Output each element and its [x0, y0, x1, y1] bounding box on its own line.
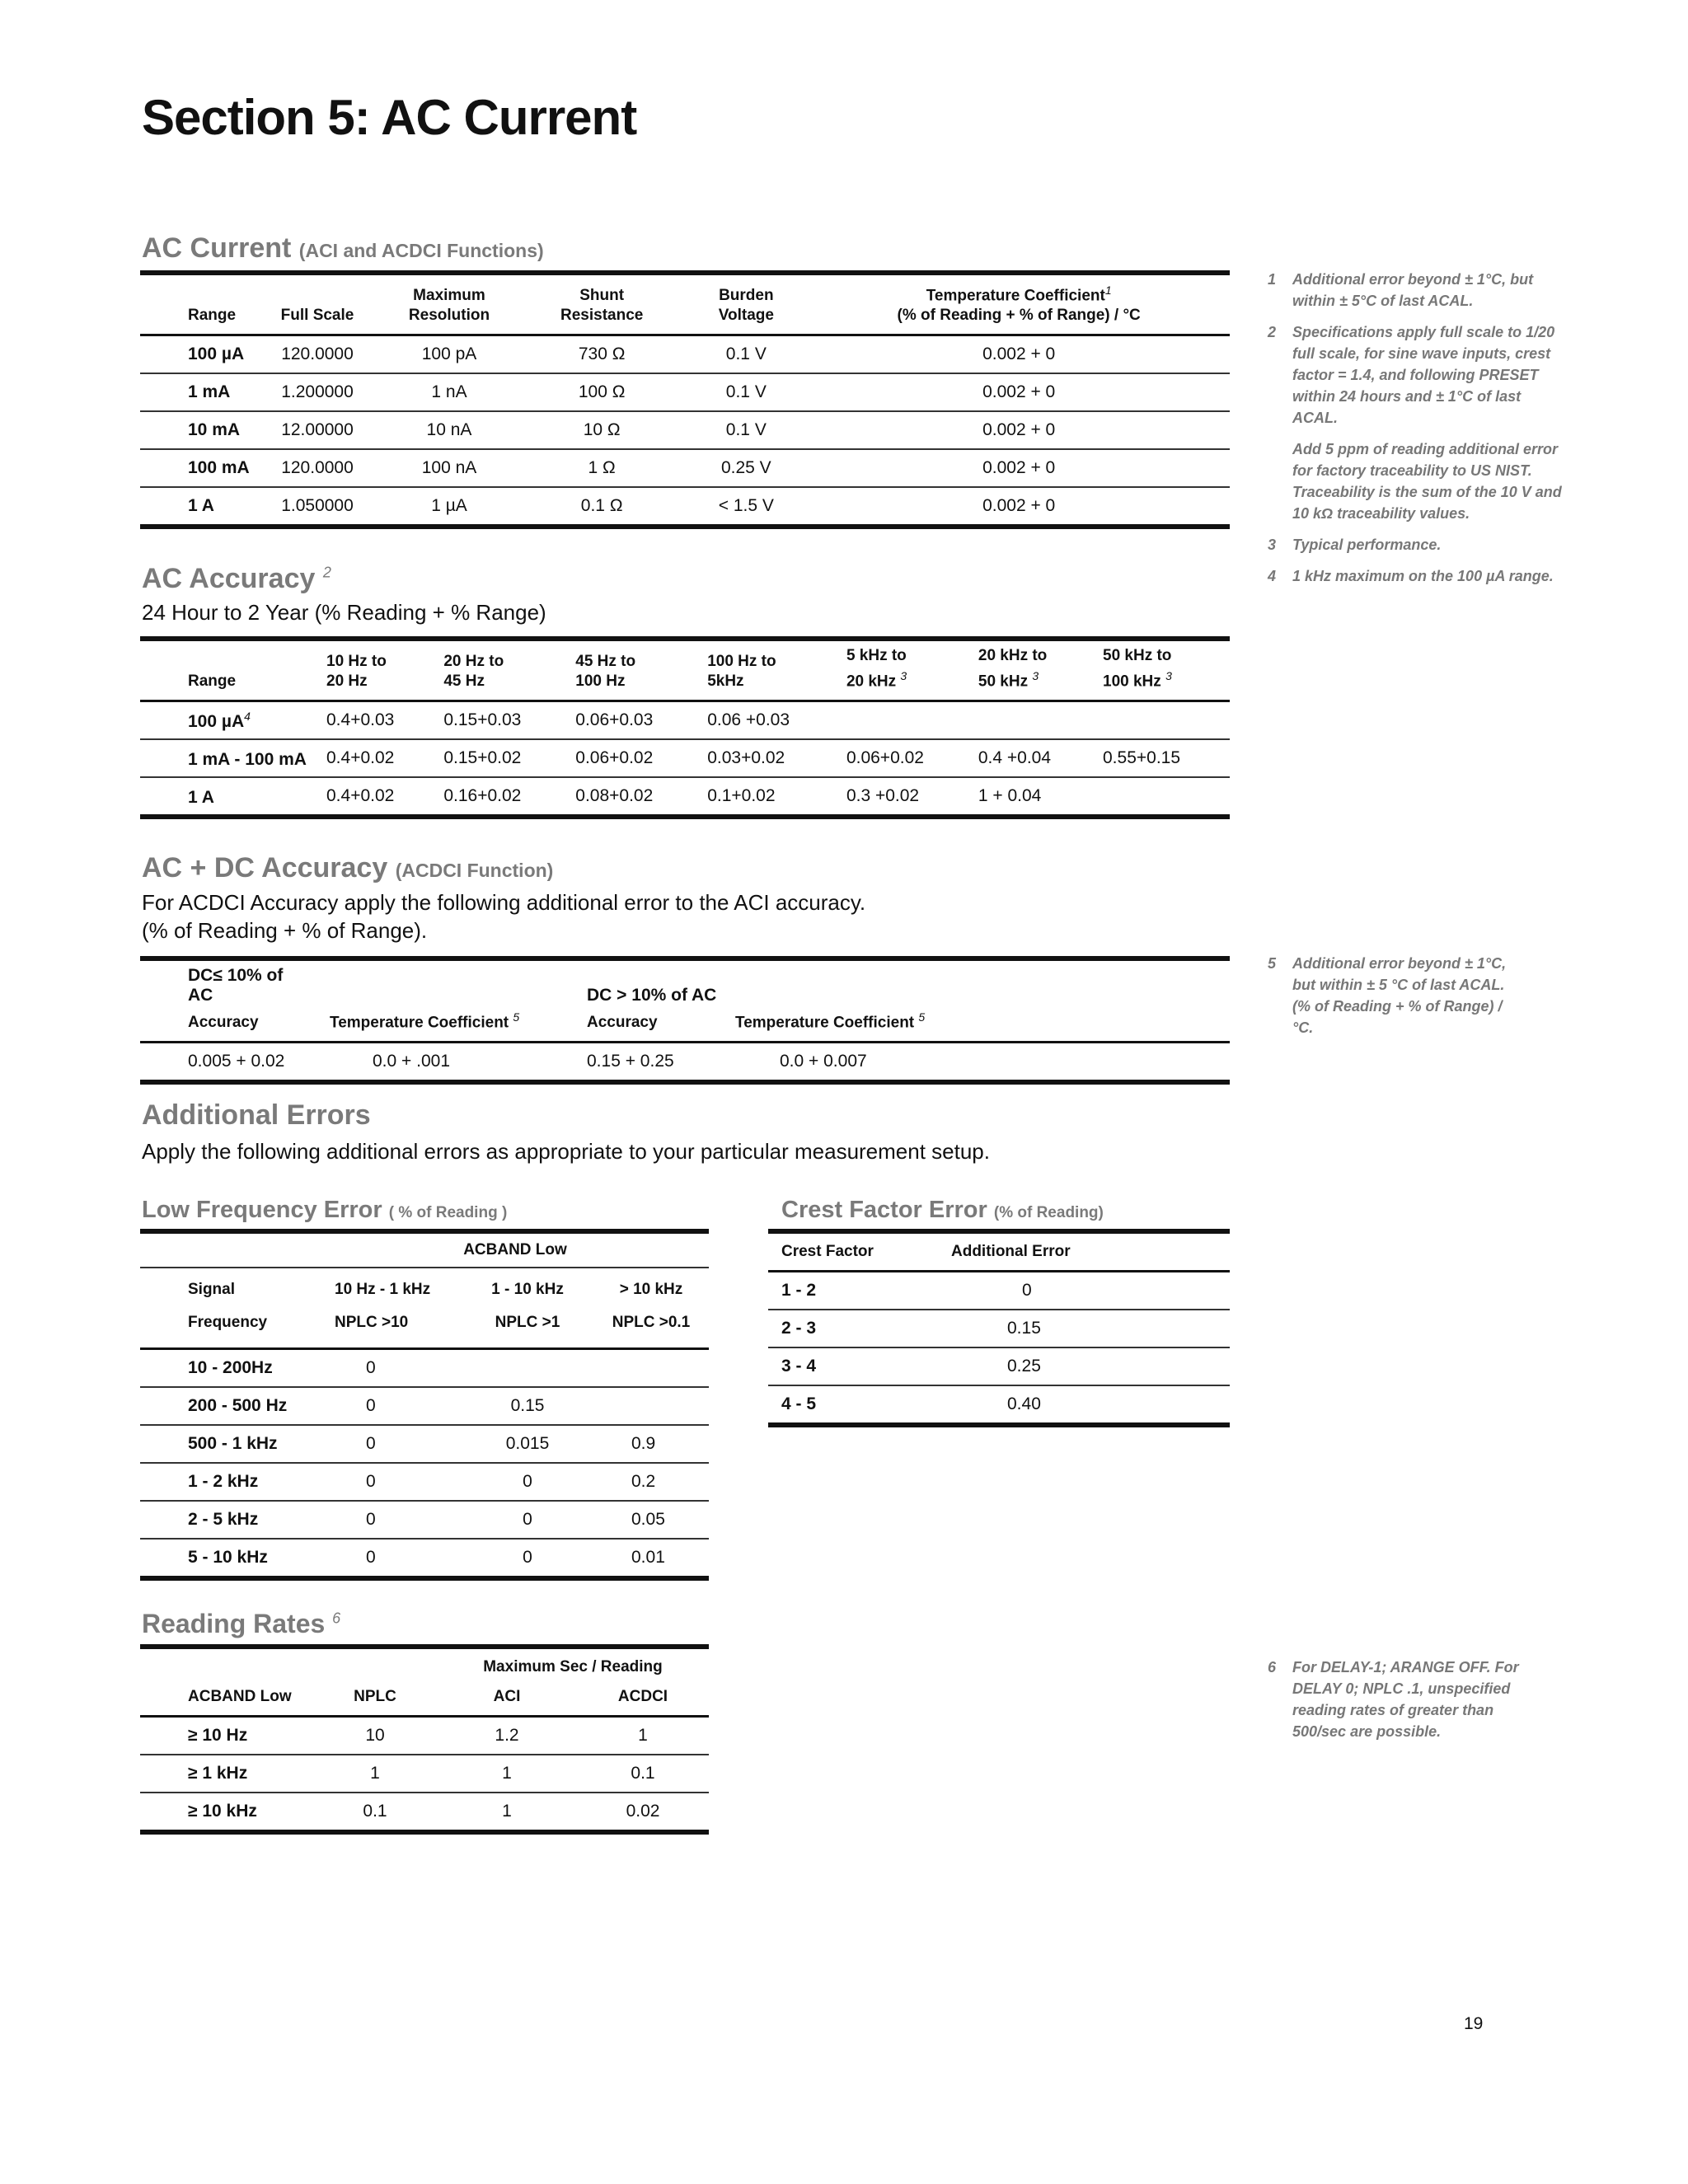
- table-row: [140, 335, 1230, 374]
- cell: 0.0 + .001: [373, 1052, 450, 1071]
- header-band-line1: 45 Hz to: [575, 653, 636, 671]
- table-row: [140, 411, 1230, 449]
- cell: 0.4+0.03: [321, 701, 438, 740]
- footnote: [1268, 438, 1564, 524]
- header-band-line2: 5kHz: [707, 673, 744, 691]
- cell: 0.4+0.02: [326, 786, 395, 806]
- cell: 10 nA: [379, 411, 519, 449]
- table-row: [140, 1539, 709, 1578]
- header-temp-text: Temperature Coefficient: [735, 1014, 915, 1032]
- footnote-marker: 5: [513, 1010, 520, 1024]
- cell: 1: [437, 1755, 577, 1793]
- cell: 10: [313, 1717, 437, 1755]
- cell-range: 100 µA: [140, 335, 256, 374]
- ac-accuracy-title: [142, 563, 331, 595]
- footnote-text: For DELAY-1; ARANGE OFF. For DELAY 0; NPLC .1, unspecified reading rates of greater than 500/sec are possible.: [1292, 1659, 1519, 1740]
- header-band: [321, 639, 438, 701]
- header-accuracy: Accuracy: [582, 1007, 730, 1043]
- header-temp-coefficient: [808, 273, 1230, 335]
- cell: 0.25 V: [684, 449, 808, 487]
- table-row: [768, 1385, 1230, 1425]
- cell: 0: [321, 1425, 462, 1463]
- header-crest-factor: Crest Factor: [768, 1231, 933, 1272]
- cell-frequency: 2 - 5 kHz: [140, 1501, 321, 1539]
- cell: 0: [462, 1501, 593, 1539]
- ac-accuracy-intro: 24 Hour to 2 Year (% Reading + % Range): [142, 600, 546, 625]
- cell-range: [140, 701, 321, 740]
- cell: 0.2: [593, 1463, 709, 1501]
- cell: 0: [321, 1387, 462, 1425]
- header-band-line1: 50 kHz to: [1103, 647, 1172, 664]
- header-acband-low: ACBAND Low: [140, 1677, 313, 1717]
- crest-factor-title: [781, 1197, 1104, 1224]
- cell: 0.06+0.02: [842, 739, 973, 777]
- table-row: [140, 487, 1230, 527]
- header-band-line2: NPLC >10: [335, 1314, 409, 1331]
- cell-crest: 4 - 5: [781, 1394, 817, 1413]
- side-notes-acdc: [1268, 953, 1515, 1048]
- cell: 0.06+0.03: [570, 701, 702, 740]
- low-frequency-title: [142, 1197, 507, 1224]
- reading-rates-title: [142, 1609, 340, 1639]
- header-band-line1: 20 Hz to: [443, 653, 504, 671]
- table-row: [140, 449, 1230, 487]
- table-row: [140, 1349, 709, 1388]
- footnote: [1268, 321, 1564, 429]
- footnote: [1268, 534, 1564, 555]
- cell: 0.40: [1007, 1394, 1041, 1413]
- footnote-marker: 3: [900, 669, 907, 682]
- header-band-line2: 20 kHz: [846, 673, 897, 691]
- footnote: [1268, 269, 1564, 312]
- header-additional-error: Additional Error: [933, 1231, 1230, 1272]
- cell: 0.1+0.02: [707, 786, 776, 806]
- acdc-accuracy-title: [142, 852, 553, 884]
- cell-frequency: 1 - 2 kHz: [140, 1463, 321, 1501]
- cell: 0.002 + 0: [808, 411, 1230, 449]
- header-spacer: [140, 1647, 313, 1677]
- cell: [593, 1349, 709, 1388]
- table-row: [768, 1347, 1230, 1385]
- table-row: [140, 373, 1230, 411]
- cell: 0.06+0.02: [570, 739, 702, 777]
- header-group-acband: ACBAND Low: [321, 1231, 709, 1268]
- cell-range: [140, 739, 321, 777]
- cell: 0.15: [462, 1387, 593, 1425]
- cell: 1 nA: [379, 373, 519, 411]
- ac-current-title: [142, 232, 544, 265]
- header-band-line2: 45 Hz: [443, 673, 485, 691]
- cell: 0.05: [593, 1501, 709, 1539]
- header-burden-voltage: Burden Voltage: [684, 273, 808, 335]
- cell-range: 1 A: [188, 496, 214, 516]
- footnote-text: 1 kHz maximum on the 100 µA range.: [1292, 568, 1554, 584]
- cell: 1: [313, 1755, 437, 1793]
- cell-range-text: 1 mA - 100 mA: [188, 749, 307, 769]
- cell-range: [140, 777, 321, 817]
- header-spacer: [730, 958, 1230, 1007]
- footnote-number: 6: [1268, 1659, 1277, 1675]
- footnote-number: 3: [1268, 537, 1277, 553]
- header-aci: ACI: [437, 1677, 577, 1717]
- header-signal: Signal: [188, 1281, 236, 1298]
- header-full-scale: Full Scale: [256, 273, 379, 335]
- table-row: [140, 1717, 709, 1755]
- footnote: [1268, 1657, 1548, 1742]
- cell-frequency: 200 - 500 Hz: [140, 1387, 321, 1425]
- footnote-text: Typical performance.: [1292, 537, 1442, 553]
- header-nplc: NPLC: [313, 1677, 437, 1717]
- cell: 1.2: [437, 1717, 577, 1755]
- header-temp-coefficient: [730, 1007, 1230, 1043]
- header-band: [973, 639, 1098, 701]
- cell: 0: [321, 1463, 462, 1501]
- header-acdci: ACDCI: [577, 1677, 709, 1717]
- footnote-marker: 4: [244, 709, 251, 723]
- cell: 0.08+0.02: [575, 786, 654, 806]
- cell: 0.16+0.02: [443, 786, 522, 806]
- footnote-number: 4: [1268, 568, 1277, 584]
- cell: 0.3 +0.02: [846, 786, 920, 806]
- header-band: [702, 639, 842, 701]
- cell: 0.15: [933, 1310, 1230, 1347]
- header-band-mid: [462, 1268, 593, 1349]
- ac-accuracy-title-text: AC Accuracy: [142, 563, 316, 594]
- cell: 0.06 +0.03: [702, 701, 842, 740]
- table-row: [140, 739, 1230, 777]
- header-band-line1: 1 - 10 kHz: [491, 1281, 564, 1298]
- footnote-marker: 5: [918, 1010, 926, 1024]
- cell: 0.002 + 0: [808, 449, 1230, 487]
- cell: 1.200000: [256, 373, 379, 411]
- table-row: [768, 1272, 1230, 1310]
- cell: 0: [321, 1349, 462, 1388]
- header-band: [438, 639, 570, 701]
- header-band-line1: 10 Hz to: [326, 653, 387, 671]
- header-band-line2: 50 kHz: [978, 673, 1029, 691]
- cell: 0.1 V: [684, 411, 808, 449]
- table-row: [140, 1463, 709, 1501]
- footnote-marker: 2: [322, 564, 331, 581]
- cell-frequency: 5 - 10 kHz: [188, 1548, 268, 1567]
- header-band: [842, 639, 973, 701]
- header-frequency: Frequency: [188, 1314, 268, 1331]
- page-title: Section 5: AC Current: [142, 90, 637, 145]
- acdc-table: [140, 956, 1230, 1085]
- cell: 0.15+0.03: [438, 701, 570, 740]
- cell: 0.005 + 0.02: [188, 1052, 285, 1071]
- cell: 10 Ω: [519, 411, 684, 449]
- ac-accuracy-table: [140, 636, 1230, 819]
- cell: [462, 1349, 593, 1388]
- header-band-line2: 20 Hz: [326, 673, 368, 691]
- cell: 1.050000: [281, 496, 354, 516]
- header-group-max-sec: Maximum Sec / Reading: [483, 1658, 663, 1675]
- cell: 1 Ω: [519, 449, 684, 487]
- cell: 0: [366, 1548, 376, 1567]
- crest-subtitle: (% of Reading): [993, 1204, 1104, 1221]
- low-frequency-title-text: Low Frequency Error: [142, 1197, 382, 1223]
- header-spacer: [140, 1231, 321, 1268]
- crest-factor-table: [768, 1229, 1230, 1427]
- header-spacer: [297, 958, 582, 1007]
- cell: 12.00000: [256, 411, 379, 449]
- header-band-high: [593, 1268, 709, 1349]
- low-frequency-subtitle: ( % of Reading ): [388, 1204, 508, 1221]
- cell: 730 Ω: [519, 335, 684, 374]
- cell: 0.9: [593, 1425, 709, 1463]
- footnote-number: 1: [1268, 271, 1277, 288]
- header-band-line1: 10 Hz - 1 kHz: [335, 1281, 431, 1298]
- header-shunt-resistance: Shunt Resistance: [519, 273, 684, 335]
- side-notes-rates: [1268, 1657, 1548, 1752]
- reading-rates-title-text: Reading Rates: [142, 1609, 326, 1638]
- cell: 100 nA: [379, 449, 519, 487]
- crest-title-text: Crest Factor Error: [781, 1197, 987, 1223]
- table-row: [140, 777, 1230, 817]
- cell: [1098, 701, 1230, 740]
- cell: 0.002 + 0: [808, 373, 1230, 411]
- footnote-marker: 3: [1032, 669, 1039, 682]
- table-row: [140, 1501, 709, 1539]
- cell: 120.0000: [256, 335, 379, 374]
- cell: 0.002 + 0: [982, 496, 1056, 516]
- cell: 0.15+0.02: [438, 739, 570, 777]
- cell: [1098, 777, 1230, 817]
- header-band-line2: 100 kHz: [1103, 673, 1161, 691]
- cell: 0.55+0.15: [1098, 739, 1230, 777]
- cell: 0.25: [933, 1347, 1230, 1385]
- header-band-line1: 100 Hz to: [707, 653, 776, 671]
- cell-range: 1 mA: [140, 373, 256, 411]
- cell-range: 100 mA: [140, 449, 256, 487]
- additional-errors-title: Additional Errors: [142, 1099, 371, 1131]
- cell-acband: ≥ 10 kHz: [188, 1802, 257, 1821]
- cell-frequency: 10 - 200Hz: [140, 1349, 321, 1388]
- header-band-line2: NPLC >1: [495, 1314, 560, 1331]
- reading-rates-table: [140, 1644, 709, 1835]
- footnote-marker: 6: [332, 1610, 341, 1627]
- header-max-resolution: Maximum Resolution: [379, 273, 519, 335]
- header-temp-sub: (% of Reading + % of Range) / °C: [897, 307, 1141, 325]
- header-band: [1098, 639, 1230, 701]
- cell: 0: [523, 1548, 532, 1567]
- ac-current-subtitle: (ACI and ACDCI Functions): [298, 240, 544, 261]
- cell-crest: 3 - 4: [768, 1347, 933, 1385]
- footnote: [1268, 565, 1564, 587]
- footnote-number: 5: [1268, 955, 1277, 972]
- ac-current-title-text: AC Current: [142, 232, 292, 264]
- table-row: [140, 1755, 709, 1793]
- footnote-marker: 1: [1104, 284, 1112, 297]
- cell: < 1.5 V: [718, 496, 774, 516]
- cell: [842, 701, 973, 740]
- table-row: [140, 1387, 709, 1425]
- cell: 1 + 0.04: [978, 786, 1042, 806]
- cell: 0.1 V: [684, 373, 808, 411]
- cell: 0.1: [577, 1755, 709, 1793]
- header-range: Range: [140, 273, 256, 335]
- header-group-dc-high: DC > 10% of AC: [587, 986, 717, 1005]
- acdc-subtitle: (ACDCI Function): [395, 860, 554, 881]
- cell: 0.0 + 0.007: [780, 1052, 867, 1071]
- cell: 0.01: [631, 1548, 665, 1567]
- cell-range-text: 1 A: [188, 787, 214, 807]
- cell: 0.1 V: [684, 335, 808, 374]
- cell: 0: [321, 1501, 462, 1539]
- header-group-dc-low: DC≤ 10% of AC: [188, 966, 284, 1005]
- cell-acband: ≥ 1 kHz: [140, 1755, 313, 1793]
- cell: 0.4+0.02: [321, 739, 438, 777]
- header-temp-text: Temperature Coefficient: [330, 1014, 509, 1032]
- cell: 1 µA: [431, 496, 467, 516]
- footnote-number: 2: [1268, 324, 1277, 340]
- acdc-line2: (% of Reading + % of Range).: [142, 918, 428, 943]
- cell: 100 Ω: [519, 373, 684, 411]
- table-row: [768, 1310, 1230, 1347]
- header-signal-frequency: [140, 1268, 321, 1349]
- header-band-line2: 100 Hz: [575, 673, 626, 691]
- page-number: 19: [1464, 2014, 1484, 2033]
- header-accuracy: Accuracy: [140, 1007, 297, 1043]
- cell: [973, 701, 1098, 740]
- header-band-line1: > 10 kHz: [619, 1281, 683, 1298]
- cell-crest: 2 - 3: [768, 1310, 933, 1347]
- table-row: [140, 1043, 1230, 1083]
- cell-range: 10 mA: [140, 411, 256, 449]
- cell-range-text: 100 µA: [188, 711, 245, 731]
- acdc-line1: For ACDCI Accuracy apply the following additional error to the ACI accuracy.: [142, 890, 866, 915]
- cell: 0.1: [363, 1802, 387, 1821]
- header-band-line1: 5 kHz to: [846, 647, 907, 664]
- table-row: [140, 1793, 709, 1832]
- cell: 0.4 +0.04: [973, 739, 1098, 777]
- footnote-text: Additional error beyond ± 1°C, but within ± 5°C of last ACAL.: [1292, 271, 1534, 309]
- cell: 0.1 Ω: [580, 496, 623, 516]
- cell: 0.03+0.02: [702, 739, 842, 777]
- cell: 1: [502, 1802, 512, 1821]
- cell: 0.015: [462, 1425, 593, 1463]
- cell: 0: [933, 1272, 1230, 1310]
- footnote-text: Specifications apply full scale to 1/20 full scale, for sine wave inputs, crest factor = 1.4, and following PRESET within 24 hours and ± 1°C of last ACAL.: [1292, 324, 1555, 426]
- table-row: [140, 1425, 709, 1463]
- header-spacer: [313, 1647, 437, 1677]
- cell: 0: [462, 1463, 593, 1501]
- footnote-marker: 3: [1165, 669, 1172, 682]
- header-band-line2: NPLC >0.1: [612, 1314, 691, 1331]
- header-band-low: [321, 1268, 462, 1349]
- cell-acband: ≥ 10 Hz: [140, 1717, 313, 1755]
- cell: [593, 1387, 709, 1425]
- footnote-text: Additional error beyond ± 1°C, but within ± 5 °C of last ACAL. (% of Reading + % of Range) / °C.: [1292, 955, 1507, 1036]
- header-range: Range: [140, 639, 321, 701]
- ac-current-table: [140, 270, 1230, 529]
- cell: 0.15 + 0.25: [587, 1052, 674, 1071]
- header-band-line1: 20 kHz to: [978, 647, 1048, 664]
- acdc-title-text: AC + DC Accuracy: [142, 852, 388, 883]
- cell: 120.0000: [256, 449, 379, 487]
- cell-crest: 1 - 2: [768, 1272, 933, 1310]
- cell: 0.002 + 0: [808, 335, 1230, 374]
- header-band: [570, 639, 702, 701]
- table-row: [140, 701, 1230, 740]
- cell: 1: [577, 1717, 709, 1755]
- low-frequency-table: [140, 1229, 709, 1581]
- header-temp-text: Temperature Coefficient: [926, 287, 1105, 305]
- cell: 100 pA: [379, 335, 519, 374]
- side-notes-top: [1268, 269, 1564, 597]
- header-temp-coefficient: [297, 1007, 582, 1043]
- footnote-text: Add 5 ppm of reading additional error for factory traceability to US NIST. Traceability is the sum of the 10 V and 10 kΩ traceability values.: [1292, 441, 1562, 522]
- cell: 0.02: [626, 1802, 660, 1821]
- cell-frequency: 500 - 1 kHz: [140, 1425, 321, 1463]
- footnote: [1268, 953, 1515, 1038]
- additional-errors-intro: Apply the following additional errors as appropriate to your particular measurement setup.: [142, 1139, 990, 1164]
